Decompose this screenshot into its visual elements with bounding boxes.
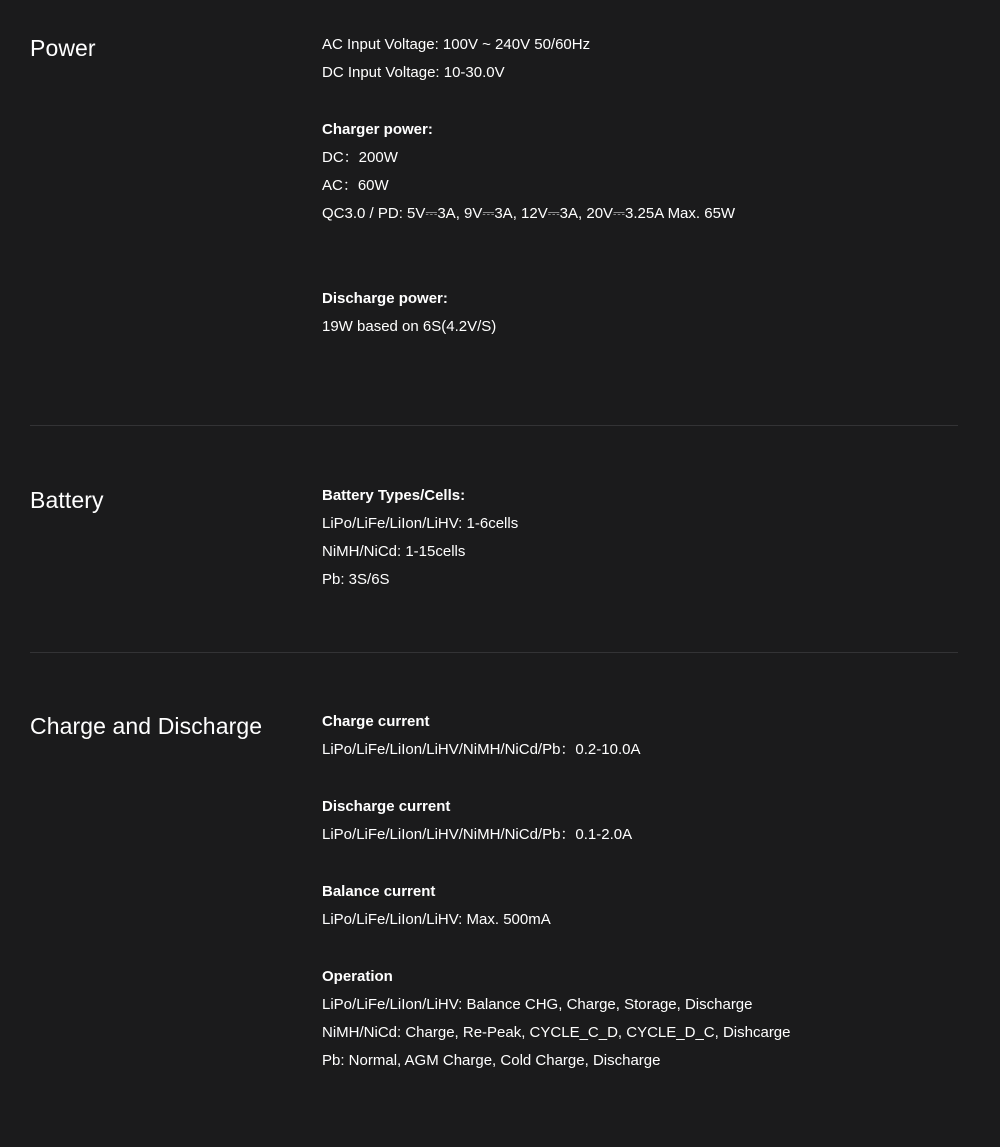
- discharge-power-specs: [322, 285, 962, 341]
- charge-current-heading: Charge current: [322, 713, 430, 730]
- discharge-power-heading: Discharge power:: [322, 290, 448, 307]
- power-section-title: Power: [30, 35, 96, 61]
- discharge-power-value: 19W based on 6S(4.2V/S): [322, 318, 497, 335]
- divider-battery-charge: [30, 652, 958, 653]
- charger-power-qc-pd: QC3.0 / PD: 5V⎓3A, 9V⎓3A, 12V⎓3A, 20V⎓3.25A Max. 65W: [322, 205, 736, 222]
- charger-power-dc: DC：200W: [322, 149, 398, 166]
- discharge-current-specs: [322, 793, 962, 849]
- charger-power-heading: Charger power:: [322, 121, 433, 138]
- dc-input-voltage: DC Input Voltage: 10-30.0V: [322, 64, 505, 81]
- battery-nimh-cells: NiMH/NiCd: 1-15cells: [322, 543, 466, 560]
- charge-discharge-section-title: Charge and Discharge: [30, 713, 263, 739]
- divider-power-battery: [30, 425, 958, 426]
- charger-power-ac: AC：60W: [322, 177, 389, 194]
- ac-input-voltage: AC Input Voltage: 100V ~ 240V 50/60Hz: [322, 36, 591, 53]
- battery-types-heading: Battery Types/Cells:: [322, 487, 466, 504]
- operation-pb: Pb: Normal, AGM Charge, Cold Charge, Discharge: [322, 1052, 661, 1069]
- balance-current-value: LiPo/LiFe/LiIon/LiHV: Max. 500mA: [322, 911, 551, 928]
- power-specs: [322, 31, 962, 228]
- charge-current-specs: [322, 708, 962, 764]
- battery-section-title: Battery: [30, 487, 104, 513]
- discharge-current-value: LiPo/LiFe/LiIon/LiHV/NiMH/NiCd/Pb：0.1-2.0A: [322, 826, 633, 843]
- balance-current-specs: [322, 878, 962, 934]
- battery-specs: [322, 482, 962, 594]
- balance-current-heading: Balance current: [322, 883, 436, 900]
- charge-current-value: LiPo/LiFe/LiIon/LiHV/NiMH/NiCd/Pb：0.2-10.0A: [322, 741, 641, 758]
- operation-nimh: NiMH/NiCd: Charge, Re-Peak, CYCLE_C_D, CYCLE_D_C, Dishcarge: [322, 1024, 791, 1041]
- operation-heading: Operation: [322, 968, 393, 985]
- battery-pb-cells: Pb: 3S/6S: [322, 571, 390, 588]
- discharge-current-heading: Discharge current: [322, 798, 451, 815]
- operation-specs: [322, 963, 962, 1075]
- operation-lipo: LiPo/LiFe/LiIon/LiHV: Balance CHG, Charge, Storage, Discharge: [322, 996, 753, 1013]
- battery-lipo-cells: LiPo/LiFe/LiIon/LiHV: 1-6cells: [322, 515, 519, 532]
